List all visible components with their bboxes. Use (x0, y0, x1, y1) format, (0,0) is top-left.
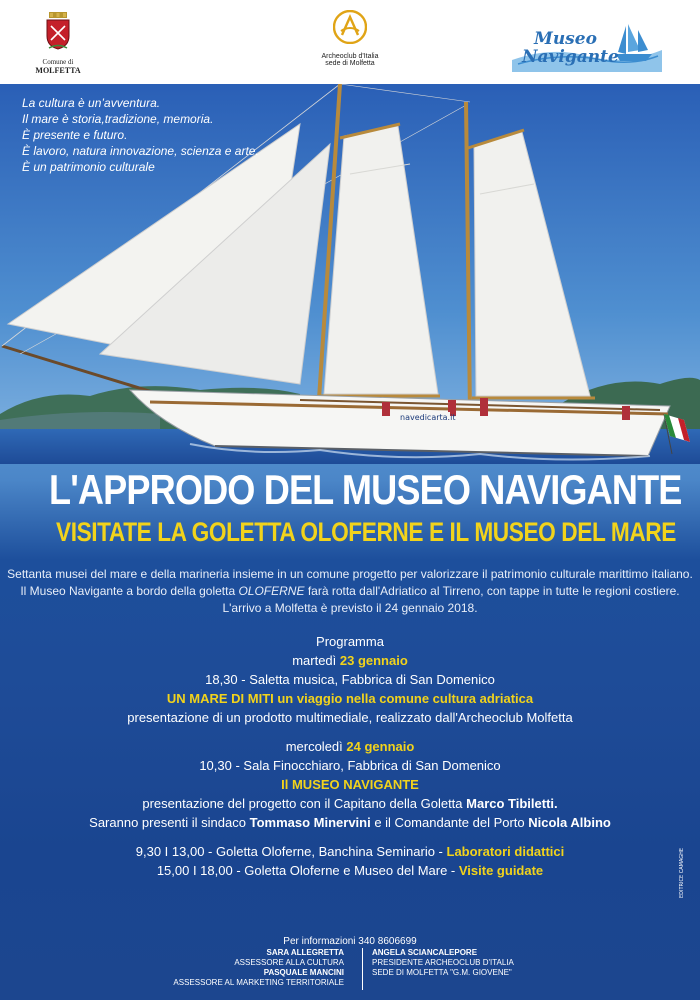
intro-line-2 (0, 583, 700, 600)
mayor-name: Tommaso Minervini (249, 815, 371, 830)
contact-info: Per informazioni 340 8606699 (283, 936, 417, 947)
day1-event-title: UN MARE DI MITI un viaggio nella comune cultura adriatica (166, 691, 534, 706)
intro-text (0, 566, 700, 617)
day2-date: 24 gennaio (346, 739, 415, 754)
museo-navigante-logo (512, 16, 662, 72)
ship-name-oloferne: OLOFERNE (238, 584, 305, 598)
quote-line: È lavoro, natura innovazione, scienza e arte. (22, 144, 259, 158)
archeoclub-name: Archeoclub d'Italia (321, 53, 379, 60)
day2-time: 10,30 - Sala Finocchiaro, Fabbrica di San Domenico (199, 758, 501, 773)
museo-logo-word2: Navigante (522, 47, 619, 67)
comune-name: MOLFETTA (35, 66, 81, 75)
archeoclub-logo (300, 10, 400, 67)
boat-name-label: navedicarta.it (400, 413, 456, 422)
program (0, 632, 700, 880)
signature-divider (362, 948, 363, 990)
guests-text-2: e il Comandante del Porto (370, 815, 529, 830)
day1-weekday: martedì (292, 653, 340, 668)
printer-credit (676, 820, 686, 900)
archeoclub-seat: sede di Molfetta (325, 60, 375, 67)
intro-line-1: Settanta musei del mare e della marineria insieme in un comune progetto per valorizzare il patrimonio culturale marittimo italiano. (7, 567, 693, 581)
signature-role: PRESIDENTE ARCHEOCLUB D'ITALIA (372, 958, 514, 967)
program-heading: Programma (316, 634, 384, 649)
poster-subtitle: VISITATE LA GOLETTA OLOFERNE E IL MUSEO DEL MARE (56, 517, 676, 547)
slot-morning-activity: Laboratori didattici (446, 844, 565, 859)
day1-date-row (0, 651, 700, 670)
signature-name: ANGELA SCIANCALEPORE (372, 948, 478, 957)
captain-name: Marco Tibiletti. (466, 796, 558, 811)
signatures-left (173, 948, 344, 988)
day1-time: 18,30 - Saletta musica, Fabbrica di San Domenico (205, 672, 495, 687)
signature-role: SEDE DI MOLFETTA "G.M. GIOVENE" (372, 968, 512, 977)
comune-label: Comune di (42, 58, 74, 66)
intro-line-2-start: Il Museo Navigante a bordo della goletta (20, 584, 239, 598)
intro-line-3: L'arrivo a Molfetta è previsto il 24 gennaio 2018. (222, 601, 478, 615)
quote-line: È un patrimonio culturale (22, 160, 155, 174)
slot-morning (0, 842, 700, 861)
signature-name: PASQUALE MANCINI (263, 968, 344, 977)
slot-afternoon (0, 861, 700, 880)
quote-line: Il mare è storia,tradizione, memoria. (22, 112, 214, 126)
day2-event-title: Il MUSEO NAVIGANTE (281, 777, 419, 792)
port-commander-name: Nicola Albino (528, 815, 611, 830)
printer-credit-text: EDITRICE CAMAGHE (679, 847, 685, 898)
day1-date: 23 gennaio (339, 653, 408, 668)
slot-morning-text: 9,30 I 13,00 - Goletta Oloferne, Banchina Seminario - (135, 844, 447, 859)
poster-title: L'APPRODO DEL MUSEO NAVIGANTE (49, 466, 682, 513)
crest-icon (43, 12, 73, 50)
slot-afternoon-activity: Visite guidate (458, 863, 544, 878)
day2-description (0, 794, 700, 813)
day2-weekday: mercoledì (285, 739, 347, 754)
quote-line: È presente e futuro. (22, 128, 128, 142)
signatures-right (372, 948, 514, 978)
quote-block (22, 95, 322, 175)
slot-afternoon-text: 15,00 I 18,00 - Goletta Oloferne e Museo del Mare - (156, 863, 459, 878)
day2-description-text: presentazione del progetto con il Capitano della Goletta (142, 796, 467, 811)
signature-name: SARA ALLEGRETTA (266, 948, 344, 957)
guests-text-1: Saranno presenti il sindaco (89, 815, 250, 830)
signature-role: ASSESSORE AL MARKETING TERRITORIALE (173, 978, 344, 987)
day2-date-row (0, 737, 700, 756)
day1-description: presentazione di un prodotto multimediale, realizzato dall'Archeoclub Molfetta (127, 710, 573, 725)
comune-logo (28, 12, 88, 75)
header (0, 0, 700, 84)
archeoclub-emblem-icon (333, 10, 367, 44)
quote-line: La cultura è un’avventura. (22, 96, 161, 110)
day2-guests (0, 813, 700, 832)
museo-logo-word1: Museo (534, 29, 597, 49)
intro-line-2-end: farà rotta dall'Adriatico al Tirreno, con tappe in tutte le regioni costiere. (304, 584, 680, 598)
museo-navigante-ship-icon (512, 16, 662, 72)
signature-role: ASSESSORE ALLA CULTURA (234, 958, 344, 967)
